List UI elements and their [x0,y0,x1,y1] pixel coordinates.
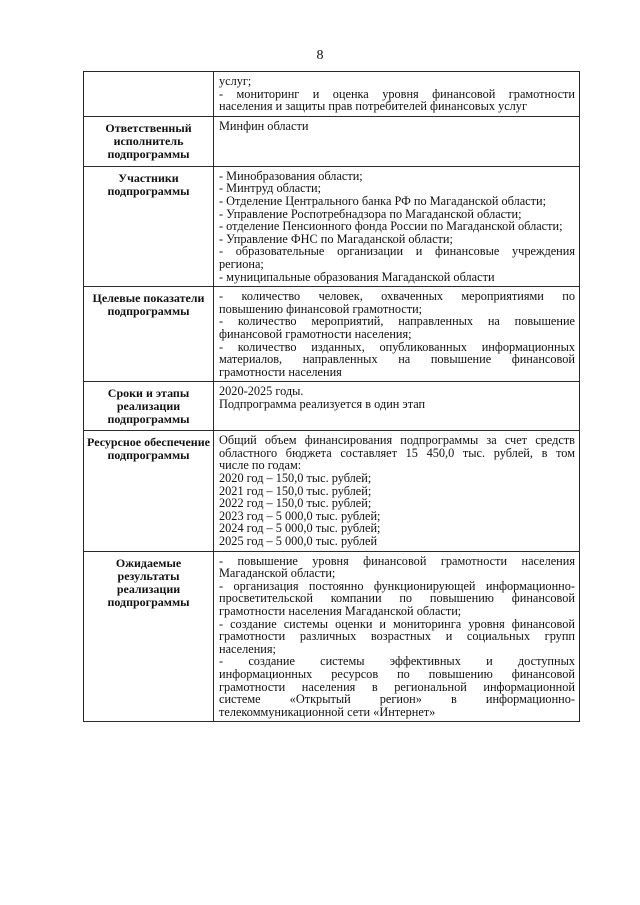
value-line: областного бюджета составляет 15 450,0 тыс. рублей, в том [219,445,575,460]
value-line: 2024 год – 5 000,0 тыс. рублей; [219,521,381,536]
table-row-participants [84,166,580,286]
value-line: Подпрограмма реализуется в один этап [219,396,426,411]
row-label: Ожидаемые результаты реализации подпрограммы [107,555,190,609]
value-line: - отделение Пенсионного фонда России по Магаданской области; [219,219,563,234]
value-line: 2023 год – 5 000,0 тыс. рублей; [219,508,381,523]
value-line: - повышение уровня финансовой грамотности населения [219,553,575,568]
value-line: - организация постоянно функционирующей информационно- [219,578,575,593]
value-line: - количество человек, охваченных мероприятиями по [219,289,575,304]
value-line: - создание системы оценки и мониторинга уровня финансовой [219,616,575,631]
row-label-cell [84,166,214,286]
value-line: 2022 год – 150,0 тыс. рублей; [219,496,372,511]
value-line: системе «Открытый регион» в информационно- [219,692,575,707]
value-line: населения; [219,641,276,656]
table-row-expected-results [84,551,580,722]
value-line: - Минтруд области; [219,181,322,196]
row-label-cell [84,72,214,117]
value-line: населения и защиты прав потребителей финансовых услуг [219,99,528,114]
value-line: Минфин области [219,118,309,133]
table-row-target-indicators [84,287,580,382]
value-line: финансовой грамотности населения; [219,326,412,341]
value-line: телекоммуникационной сети «Интернет» [219,704,436,719]
value-line: информационных ресурсов по повышению финансовой [219,666,575,681]
row-value-cell [214,382,580,431]
value-line: - Минобразования области; [219,168,363,183]
value-line: - муниципальные образования Магаданской области [219,269,495,284]
row-label: Целевые показатели подпрограммы [92,291,205,319]
value-line: - Управление Роспотребнадзора по Магаданской области; [219,206,522,221]
value-line: - Управление ФНС по Магаданской области; [219,231,453,246]
row-label-cell [84,551,214,722]
row-value-cell [214,287,580,382]
value-line: услуг; [219,74,252,88]
value-line: - создание системы эффективных и доступных [219,654,575,669]
row-label-cell [84,382,214,431]
row-label: Ответственный исполнитель подпрограммы [105,120,192,161]
row-value-cell [214,431,580,551]
row-value-cell [214,72,580,117]
value-line: региона; [219,256,264,271]
value-line: 2020-2025 годы. [219,384,304,399]
value-line: 2020 год – 150,0 тыс. рублей; [219,471,372,486]
row-label-cell [84,116,214,166]
value-line: повышению финансовой грамотности; [219,301,423,316]
table-row-timeframe [84,382,580,431]
row-value-cell [214,116,580,166]
value-line: - количество изданных, опубликованных информационных [219,339,575,354]
row-label-cell [84,431,214,551]
value-line: грамотности населения в региональной информационной [219,679,575,694]
row-label: Ресурсное обеспечение подпрограммы [87,435,210,463]
value-line: - количество мероприятий, направленных на повышение [219,314,575,329]
value-line: - мониторинг и оценка уровня финансовой грамотности [219,86,575,101]
row-label-cell [84,287,214,382]
value-line: числе по годам: [219,458,302,473]
value-line: - Отделение Центрального банка РФ по Магаданской области; [219,193,547,208]
table-row-responsible-executor [84,116,580,166]
row-label: Сроки и этапы реализации подпрограммы [107,386,190,427]
value-line: Общий объем финансирования подпрограммы за счет средств [219,433,575,448]
value-line: материалов, направленных на повышение финансовой [219,352,575,367]
table-row-continuation [84,72,580,117]
table-row-resource-provision [84,431,580,551]
value-line: 2021 год – 150,0 тыс. рублей; [219,483,372,498]
value-line: грамотности различных возрастных и социальных групп [219,629,575,644]
value-line: 2025 год – 5 000,0 тыс. рублей [219,534,378,549]
value-line: грамотности населения Магаданской области; [219,604,462,618]
passport-table [83,71,580,722]
value-line: грамотности населения [219,364,342,379]
value-line: - образовательные организации и финансовые учреждения [219,244,575,259]
value-line: Магаданской области; [219,566,336,581]
row-value-cell [214,551,580,722]
row-value-cell [214,166,580,286]
row-label: Участники подпрограммы [107,170,190,198]
value-line: просветительской компании по повышению финансовой [219,591,575,606]
page-number: 8 [316,48,324,63]
